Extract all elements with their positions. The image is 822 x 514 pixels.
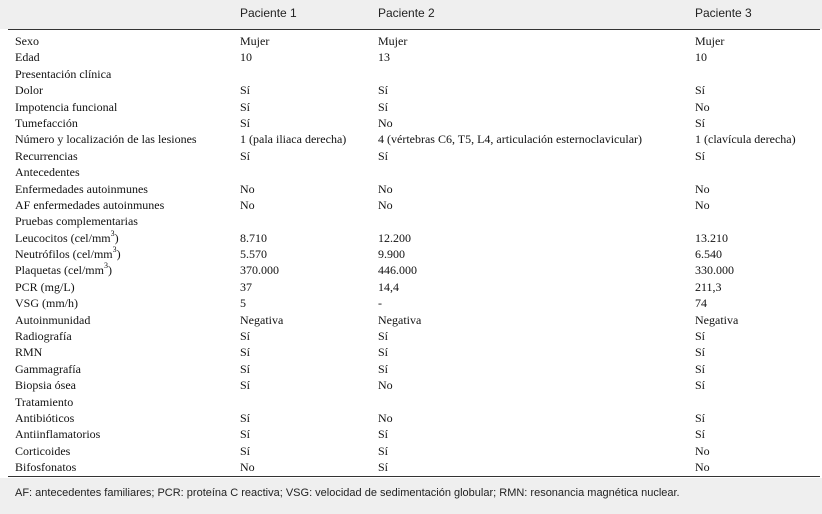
footnote: AF: antecedentes familiares; PCR: proteína C reactiva; VSG: velocidad de sedimentación globular; RMN: resonancia magnética nuclear. (15, 487, 680, 499)
header-cell-paciente-1: Paciente 1 (240, 6, 297, 20)
table-row (0, 295, 822, 311)
cell-paciente-3: 74 (695, 296, 707, 311)
row-label (15, 279, 75, 295)
row-label (15, 262, 112, 278)
cell-paciente-2: Sí (378, 83, 389, 98)
row-label-text: Antecedentes (15, 165, 80, 180)
table-row (0, 328, 822, 344)
table-row (0, 279, 822, 295)
row-label-text: PCR (mg/L) (15, 279, 75, 294)
cell-paciente-1: Sí (240, 99, 251, 114)
row-label-text: Sexo (15, 34, 39, 48)
cell-paciente-1: Sí (240, 115, 251, 130)
cell-paciente-1: 8.710 (240, 230, 267, 245)
cell-paciente-2: No (378, 378, 393, 393)
row-label-end: ) (107, 263, 112, 278)
row-label-text: Enfermedades autoinmunes (15, 181, 148, 196)
cell-paciente-3: Sí (695, 329, 706, 344)
row-label-text: Impotencia funcional (15, 99, 118, 114)
cell-paciente-2: No (378, 181, 393, 196)
cell-paciente-2: Sí (378, 443, 389, 458)
row-label-text: Pruebas complementarias (15, 214, 138, 229)
cell-paciente-1: Sí (240, 443, 251, 458)
row-label-text: Corticoides (15, 443, 71, 458)
cell-paciente-3: No (695, 99, 710, 114)
row-label (15, 328, 72, 344)
row-label-text: Gammagrafía (15, 361, 81, 376)
cell-paciente-3: 10 (695, 50, 707, 65)
row-label-text: Biopsia ósea (15, 378, 76, 393)
table-header (0, 0, 822, 29)
cell-paciente-1: Sí (240, 361, 251, 376)
table-row (0, 262, 822, 278)
table-body (0, 33, 822, 476)
row-label-text: Antiinflamatorios (15, 427, 101, 442)
cell-paciente-3: 211,3 (695, 279, 722, 294)
row-label-text: Edad (15, 50, 40, 65)
row-label-text: Neutrófilos (cel/mm (15, 247, 113, 262)
row-label (15, 344, 42, 360)
row-label (15, 164, 80, 180)
table-row (0, 459, 822, 475)
cell-paciente-3: Sí (695, 115, 706, 130)
cell-paciente-3: Sí (695, 83, 706, 98)
cell-paciente-2: Sí (378, 460, 389, 475)
row-label (15, 295, 78, 311)
cell-paciente-2: 12.200 (378, 230, 411, 245)
row-label-text: Dolor (15, 83, 43, 98)
cell-paciente-3: Sí (695, 148, 706, 163)
row-label-text: AF enfermedades autoinmunes (15, 197, 165, 212)
header-divider (8, 29, 820, 30)
row-label-text: Tratamiento (15, 394, 74, 409)
header-cell-paciente-3: Paciente 3 (695, 6, 752, 20)
table-row (0, 361, 822, 377)
row-label-text: Antibióticos (15, 410, 75, 425)
cell-paciente-3: Sí (695, 427, 706, 442)
table-row (0, 426, 822, 442)
row-label (15, 181, 148, 197)
cell-paciente-2: Negativa (378, 312, 422, 327)
row-label (15, 459, 76, 475)
cell-paciente-1: Negativa (240, 312, 284, 327)
table-row (0, 33, 822, 49)
row-label (15, 82, 43, 98)
cell-paciente-1: Sí (240, 378, 251, 393)
cell-paciente-2: No (378, 197, 393, 212)
cell-paciente-3: Mujer (695, 34, 725, 48)
cell-paciente-2: Sí (378, 148, 389, 163)
row-label (15, 443, 70, 459)
table-row (0, 197, 822, 213)
cell-paciente-3: 6.540 (695, 247, 722, 262)
table-row (0, 394, 822, 410)
table-row (0, 49, 822, 65)
row-label-text: VSG (mm/h) (15, 296, 78, 311)
row-label-text: Tumefacción (15, 115, 78, 130)
row-label-text: Autoinmunidad (15, 312, 91, 327)
row-label (15, 426, 100, 442)
cell-paciente-2: Sí (378, 345, 389, 360)
cell-paciente-1: 370.000 (240, 263, 279, 278)
row-label (15, 312, 90, 328)
cell-paciente-2: - (378, 296, 382, 311)
cell-paciente-1: 5 (240, 296, 246, 311)
cell-paciente-1: 5.570 (240, 247, 267, 262)
cell-paciente-1: Sí (240, 329, 251, 344)
table-row (0, 443, 822, 459)
cell-paciente-1: Sí (240, 148, 251, 163)
row-label (15, 230, 119, 246)
row-label (15, 410, 74, 426)
cell-paciente-3: Negativa (695, 312, 739, 327)
header-cell-paciente-2: Paciente 2 (378, 6, 435, 20)
row-label-text: RMN (15, 345, 43, 360)
cell-paciente-3: No (695, 443, 710, 458)
row-label-text: Presentación clínica (15, 66, 112, 81)
row-label-superscript: 3 (112, 245, 117, 255)
row-label (15, 33, 39, 49)
row-label (15, 377, 76, 393)
table-row (0, 164, 822, 180)
row-label (15, 213, 138, 229)
cell-paciente-3: No (695, 460, 710, 475)
cell-paciente-2: 14,4 (378, 279, 399, 294)
row-label-superscript: 3 (110, 228, 115, 238)
row-label (15, 394, 73, 410)
table-row (0, 410, 822, 426)
cell-paciente-3: 13.210 (695, 230, 728, 245)
table-row (0, 131, 822, 147)
cell-paciente-1: Sí (240, 410, 251, 425)
cell-paciente-3: Sí (695, 378, 706, 393)
cell-paciente-1: Mujer (240, 34, 270, 48)
footer-divider (8, 476, 820, 477)
cell-paciente-3: 330.000 (695, 263, 734, 278)
table-row (0, 82, 822, 98)
cell-paciente-1: 37 (240, 279, 252, 294)
row-label-text: Número y localización de las lesiones (15, 132, 197, 147)
cell-paciente-2: Sí (378, 361, 389, 376)
row-label (15, 148, 78, 164)
cell-paciente-3: No (695, 197, 710, 212)
cell-paciente-3: Sí (695, 345, 706, 360)
cell-paciente-3: No (695, 181, 710, 196)
cell-paciente-2: Sí (378, 99, 389, 114)
cell-paciente-3: Sí (695, 410, 706, 425)
table-row (0, 115, 822, 131)
cell-paciente-1: Sí (240, 345, 251, 360)
cell-paciente-2: Sí (378, 427, 389, 442)
cell-paciente-1: 1 (pala iliaca derecha) (240, 132, 347, 147)
table-row (0, 377, 822, 393)
table-row (0, 181, 822, 197)
table-row (0, 148, 822, 164)
cell-paciente-1: 10 (240, 50, 252, 65)
table-row (0, 213, 822, 229)
row-label-superscript: 3 (103, 261, 108, 271)
row-label (15, 66, 111, 82)
row-label-text: Radiografía (15, 329, 72, 344)
row-label-end: ) (114, 230, 119, 245)
cell-paciente-2: No (378, 115, 393, 130)
cell-paciente-3: Sí (695, 361, 706, 376)
cell-paciente-1: No (240, 181, 255, 196)
row-label-text: Plaquetas (cel/mm (15, 263, 104, 278)
cell-paciente-2: 13 (378, 50, 390, 65)
cell-paciente-2: Sí (378, 329, 389, 344)
row-label (15, 99, 117, 115)
cell-paciente-2: 4 (vértebras C6, T5, L4, articulación esternoclavicular) (378, 132, 643, 147)
cell-paciente-1: Sí (240, 83, 251, 98)
cell-paciente-1: No (240, 197, 255, 212)
row-label (15, 115, 78, 131)
cell-paciente-1: No (240, 460, 255, 475)
table-row (0, 230, 822, 246)
row-label-text: Bifosfonatos (15, 460, 77, 475)
cell-paciente-2: Mujer (378, 34, 408, 48)
row-label (15, 246, 121, 262)
table-row (0, 246, 822, 262)
row-label (15, 131, 197, 147)
row-label-text: Recurrencias (15, 148, 78, 163)
cell-paciente-2: 9.900 (378, 247, 405, 262)
row-label-text: Leucocitos (cel/mm (15, 230, 111, 245)
cell-paciente-2: 446.000 (378, 263, 417, 278)
row-label (15, 197, 164, 213)
table-row (0, 66, 822, 82)
cell-paciente-1: Sí (240, 427, 251, 442)
row-label (15, 49, 40, 65)
table-row (0, 99, 822, 115)
cell-paciente-2: No (378, 410, 393, 425)
cell-paciente-3: 1 (clavícula derecha) (695, 132, 796, 147)
row-label-end: ) (116, 247, 121, 262)
table-row (0, 344, 822, 360)
row-label (15, 361, 81, 377)
table-row (0, 312, 822, 328)
